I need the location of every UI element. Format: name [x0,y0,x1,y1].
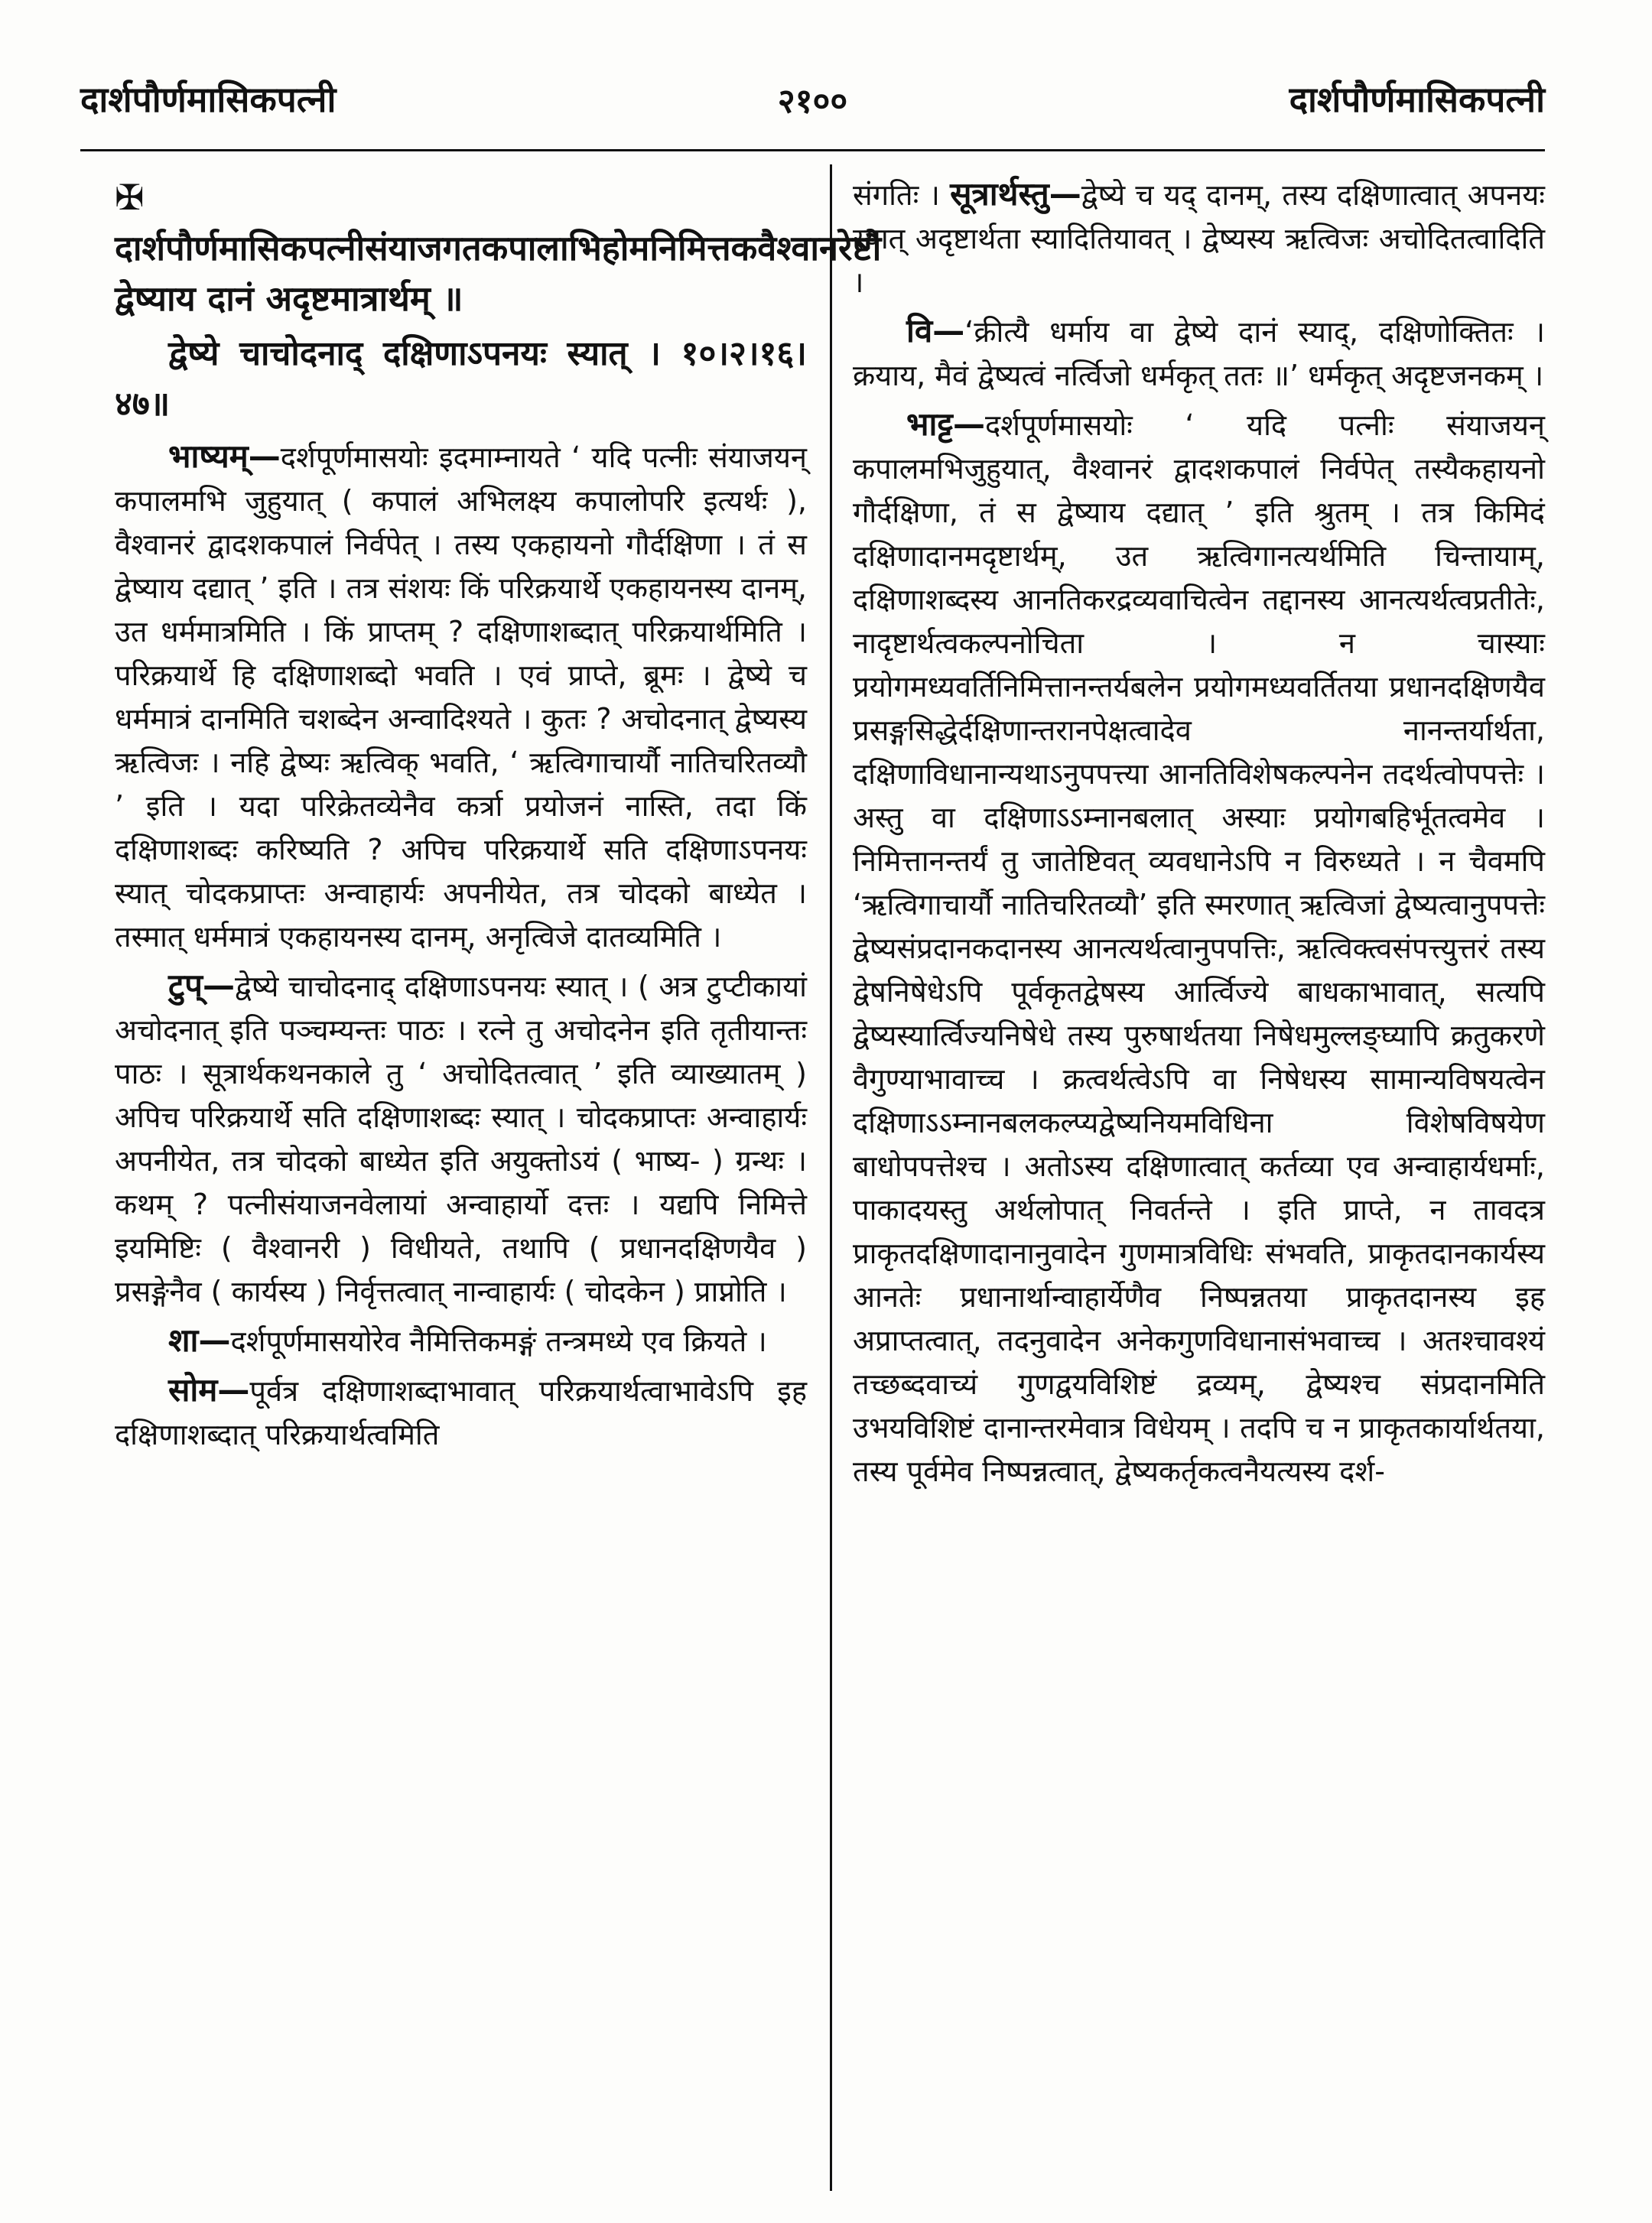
header-rule [80,149,1545,151]
bhashya-paragraph [115,434,807,959]
sha-text: दर्शपूर्णमासयोरेव नैमित्तिकमङ्गं तन्त्रमध्ये एव क्रियते । [230,1324,767,1358]
soma-label: सोम— [168,1371,250,1409]
sutrartha-text: द्वेष्ये च यद् दानम्, तस्य दक्षिणात्वात् अपनयः स्यात् अदृष्टार्थता स्यादितियावत् । द्वेष्यस्य ऋत्विजः अचोदितत्वादिति । [853,178,1545,299]
sutra-text: द्वेष्ये चाचोदनाद् दक्षिणाऽपनयः स्यात् । १०।२।१६।४७॥ [115,334,807,424]
bhatta-text: दर्शपूर्णमासयोः ‘ यदि पत्नीः संयाजयन् कपालमभिजुहुयात्, वैश्वानरं द्वादशकपालं निर्वपेत् तस्यैकहायनो गौर्दक्षिणा, तं स द्वेष्याय दद्यात् ’ इति श्रुतम् । तत्र किमिदं दक्षिणादानमदृष्टार्थम्, उत ऋत्विगानत्यर्थमिति चिन्तायाम्, दक्षिणाशब्दस्य आनतिकरद्रव्यवाचित्वेन तद्दानस्य आनत्यर्थत्वप्रतीतेः, नादृष्टार्थत्वकल्पनोचिता । न चास्याः प्रयोगमध्यवर्तिनिमित्तानन्तर्यबलेन प्रयोगमध्यवर्तितया प्रधानदक्षिणयैव प्रसङ्गसिद्धेर्दक्षिणान्तरानपेक्षत्वादेव नानन्तर्यार्थता, दक्षिणाविधानान्यथाऽनुपपत्त्या आनतिविशेषकल्पनेन तदर्थत्वोपपत्तेः । अस्तु वा दक्षिणाऽऽम्नानबलात् अस्याः प्रयोगबहिर्भूतत्वमेव । निमित्तानन्तर्यं तु जातेष्टिवत् व्यवधानेऽपि न विरुध्यते । न चैवमपि ‘ऋत्विगाचार्यौ नातिचरितव्यौ’ इति स्मरणात् ऋत्विजां द्वेष्यत्वानुपपत्तेः द्वेष्यसंप्रदानकदानस्य आनत्यर्थत्वानुपपत्तिः, ऋत्विक्त्वसंपत्त्युत्तरं तस्य द्वेषनिषेधेऽपि पूर्वकृतद्वेषस्य आर्त्विज्ये बाधकाभावात्, सत्यपि द्वेष्यस्यार्त्विज्यनिषेधे तस्य पुरुषार्थतया निषेधमुल्लङ्घ्यापि क्रतुकरणे वैगुण्याभावाच्च । क्रत्वर्थत्वेऽपि वा निषेधस्य सामान्यविषयत्वेन दक्षिणाऽऽम्नानबलकल्प्यद्वेष्यनियमविधिना विशेषविषयेण बाधोपपत्तेश्च । अतोऽस्य दक्षिणात्वात् कर्तव्या एव अन्वाहार्यधर्माः, पाकादयस्तु अर्थलोपात् निवर्तन्ते । इति प्राप्ते, न तावदत्र प्राकृतदक्षिणादानानुवादेन गुणमात्रविधिः संभवति, प्राकृतदानकार्यस्य आनतेः प्रधानार्थान्वाहार्येणैव निष्पन्नतया प्राकृतदानस्य इह अप्राप्तत्वात्, तदनुवादेन अनेकगुणविधानासंभवाच्च । अतश्चावश्यं तच्छब्दवाच्यं गुणद्वयविशिष्टं द्रव्यम्, द्वेष्यश्च संप्रदानमिति उभयविशिष्टं दानान्तरमेवात्र विधेयम् । तदपि च न प्राकृतकार्यार्थतया, तस्य पूर्वमेव निष्पन्नत्वात्, द्वेष्यकर्तृकत्वनैयत्यस्य दर्श- [853,408,1545,1488]
bhatta-label: भाट्ट— [906,405,985,443]
tup-label: टुप्— [168,967,236,1004]
header-right-title: दार्शपौर्णमासिकपत्नी [1289,79,1545,120]
soma-text: पूर्वत्र दक्षिणाशब्दाभावात् परिक्रयार्थत्वाभावेऽपि इह दक्षिणाशब्दात् परिक्रयार्थत्वमिति [115,1374,807,1451]
vi-text: ‘क्रीत्यै धर्माय वा द्वेष्ये दानं स्याद्, दक्षिणोक्तितः । क्रयाय, मैवं द्वेष्यत्वं नर्त्विजो धर्मकृत् ततः ॥’ धर्मकृत् अदृष्टजनकम् । [853,315,1545,392]
bhashya-label: भाष्यम्— [168,437,281,475]
sutrartha-paragraph [853,172,1545,304]
vi-paragraph [853,309,1545,398]
header-left-title: दार्शपौर्णमासिकपत्नी [80,79,337,120]
left-column [115,172,882,1461]
soma-paragraph [115,1368,807,1457]
page-number: २१०० [777,82,848,121]
adhikarana-mark-icon: ✠ [115,177,145,218]
bhashya-text: दर्शपूर्णमासयोः इदमाम्नायते ‘ यदि पत्नीः संयाजयन् कपालमभि जुहुयात् ( कपालं अभिलक्ष्य कपालोपरि इत्यर्थः ), वैश्वानरं द्वादशकपालं निर्वपेत् । तस्य एकहायनो गौर्दक्षिणा । तं स द्वेष्याय दद्यात् ’ इति । तत्र संशयः किं परिक्रयार्थे एकहायनस्य दानम्, उत धर्ममात्रमिति । किं प्राप्तम् ? दक्षिणाशब्दात् परिक्रयार्थमिति । परिक्रयार्थे हि दक्षिणाशब्दो भवति । एवं प्राप्ते, ब्रूमः । द्वेष्ये च धर्ममात्रं दानमिति चशब्देन अन्वादिश्यते । कुतः ? अचोदनात् द्वेष्यस्य ऋत्विजः । नहि द्वेष्यः ऋत्विक् भवति, ‘ ऋत्विगाचार्यौ नातिचरितव्यौ ’ इति । यदा परिक्रेतव्येनैव कर्त्रा प्रयोजनं नास्ति, तदा किं दक्षिणाशब्दः करिष्यति ? अपिच परिक्रयार्थे सति दक्षिणाऽपनयः स्यात् चोदकप्राप्तः अन्वाहार्यः अपनीयेत, तत्र चोदको बाध्येत । तस्मात् धर्ममात्रं एकहायनस्य दानम्, अनृत्विजे दातव्यमिति । [115,440,807,954]
bhatta-paragraph [853,402,1545,1493]
vi-label: वि— [906,312,965,349]
continued-text: संगतिः । [853,178,940,212]
running-header [80,61,1545,130]
column-divider [830,164,832,2191]
tup-text: द्वेष्ये चाचोदनाद् दक्षिणाऽपनयः स्यात् । ( अत्र टुप्टीकायां अचोदनात् इति पञ्चम्यन्तः पाठः । रत्ने तु अचोदनेन इति तृतीयान्तः पाठः । सूत्रार्थकथनकाले तु ‘ अचोदितत्वात् ’ इति व्याख्यातम् ) अपिच परिक्रयार्थे सति दक्षिणाशब्दः स्यात् । चोदकप्राप्तः अन्वाहार्यः अपनीयेत, तत्र चोदको बाध्येत इति अयुक्तोऽयं ( भाष्य- ) ग्रन्थः । कथम् ? पत्नीसंयाजनवेलायां अन्वाहार्यो दत्तः । यद्यपि निमित्ते इयमिष्टिः ( वैश्वानरी ) विधीयते, तथापि ( प्रधानदक्षिणयैव ) प्रसङ्गेनैव ( कार्यस्य ) निर्वृत्तत्वात् नान्वाहार्यः ( चोदकेन ) प्राप्नोति । [115,970,808,1308]
tup-paragraph [115,964,807,1314]
adhikarana-heading [115,172,882,324]
sutrartha-label: सूत्रार्थस्तु— [950,175,1081,213]
right-column [853,172,1545,1498]
adhikarana-heading-text: दार्शपौर्णमासिकपत्नीसंयाजगतकपालाभिहोमनिमित्तकवैश्वानरेष्टौ द्वेष्याय दानं अदृष्टमात्रार्थम् ॥ [115,228,882,319]
sha-paragraph [115,1318,807,1363]
sha-label: शा— [168,1321,231,1359]
